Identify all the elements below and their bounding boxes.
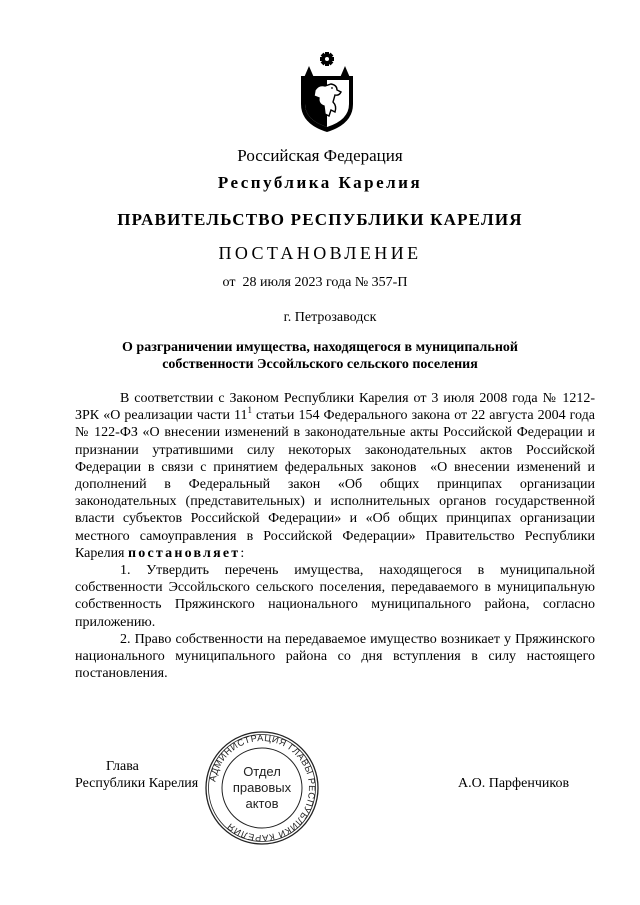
official-stamp (204, 730, 320, 846)
signatory-name: А.О. Парфенчиков (458, 776, 570, 791)
item-2-paragraph: 2. Право собственности на передаваемое имущество возникает у Пряжинского национального муниципального района со дня вступления в силу настоящего постановления. (75, 631, 595, 682)
stamp-line-3: актов (245, 796, 279, 811)
stamp-outer-text: АДМИНИСТРАЦИЯ ГЛАВЫ РЕСПУБЛИКИ КАРЕЛИЯ (207, 732, 318, 844)
document-body (75, 390, 599, 682)
preamble-text-a: В соответствии с Законом Республики Карелия от 3 июля 2008 года № 1212-ЗРК «О реализации части 11 (75, 391, 595, 424)
preamble-text-b: статьи 154 Федерального закона от 22 августа 2004 года № 122-ФЗ «О внесении изменений в законодательные акты Российской Федерации и признании утратившими силу некоторых законодательных актов Российской Федерации в связи с принятием федеральных законов «О внесении изменений и дополнений в Федеральный закон «Об общих принципах организации законодательных (представительных) и исполнительных органов государственной власти субъектов Российской Федерации» и «Об общих принципах организации местного самоуправления в Российской Федерации» Правительство Республики Карелия (75, 408, 599, 561)
preamble-end: : (240, 545, 245, 561)
stamp-line-1: Отдел (243, 764, 281, 779)
item-1-paragraph: 1. Утвердить перечень имущества, находящегося в муниципальной собственности Эссойльского сельского поселения, передаваемого в муниципальную собственность Пряжинского национального муниципального района, согласно приложению. (75, 563, 595, 630)
karelia-coat-of-arms-icon (297, 50, 357, 134)
republic-name: Республика Карелия (217, 173, 423, 192)
country-name: Российская Федерация (237, 146, 403, 165)
issuing-authority: ПРАВИТЕЛЬСТВО РЕСПУБЛИКИ КАРЕЛИЯ (117, 210, 523, 229)
title-line-2: собственности Эссойльского сельского поселения (162, 357, 478, 372)
decree-word: постановляет (128, 545, 241, 561)
title-line-1: О разграничении имущества, находящегося в муниципальной (122, 340, 518, 355)
preamble-paragraph (75, 390, 599, 562)
signatory-position-line-1: Глава (106, 759, 139, 774)
document-type: ПОСТАНОВЛЕНИЕ (218, 243, 422, 263)
document-date-number: от 28 июля 2023 года № 357-П (222, 275, 408, 290)
document-city: г. Петрозаводск (283, 310, 377, 325)
stamp-line-2: правовых (232, 780, 292, 795)
document-title (0, 339, 640, 373)
preamble-superscript: 1 (247, 405, 252, 416)
signatory-position-line-2: Республики Карелия (75, 776, 199, 791)
